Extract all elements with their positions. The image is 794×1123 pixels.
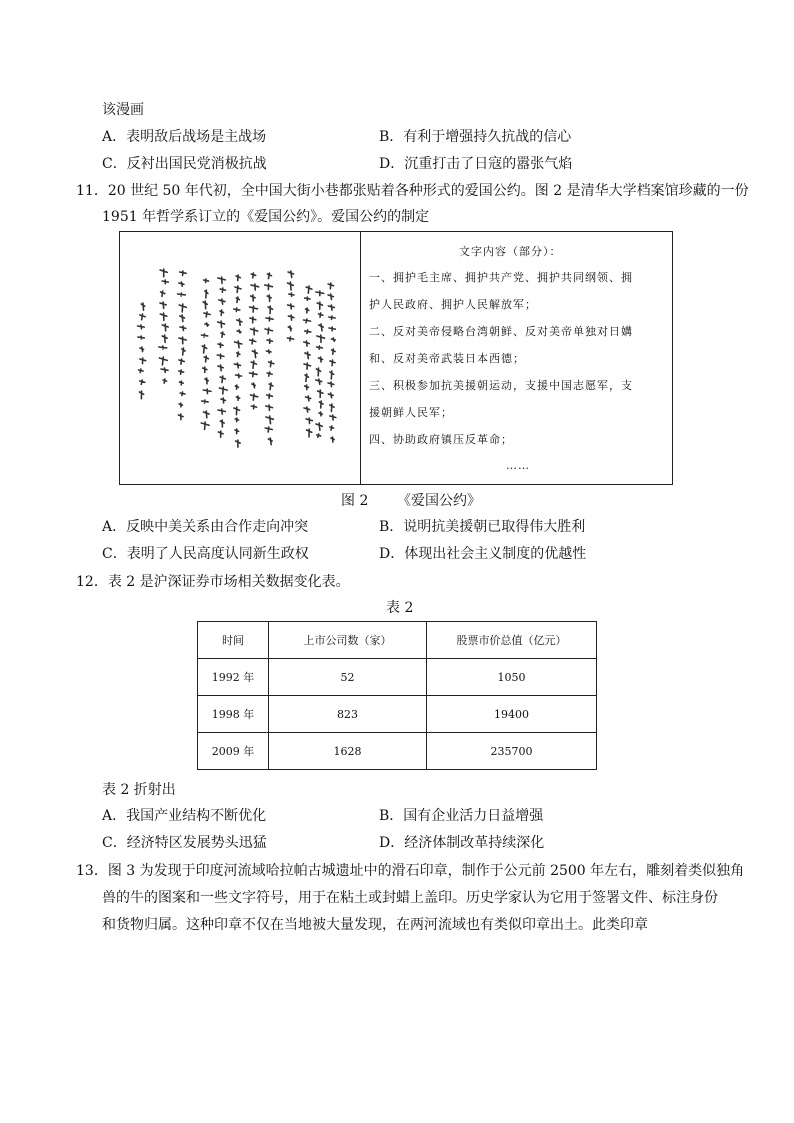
- handwriting-stroke: [265, 427, 272, 432]
- handwriting-stroke: [251, 394, 258, 400]
- handwriting-stroke: [235, 418, 238, 422]
- handwriting-stroke: [140, 347, 144, 352]
- q11-option-a: A．反映中美关系由合作走向冲突: [102, 519, 309, 535]
- transcript-line: 二、反对美帝侵略台湾朝鲜、反对美帝单独对日媾: [369, 325, 633, 338]
- document-transcript: [361, 232, 672, 484]
- handwriting-stroke: [319, 324, 323, 331]
- handwriting-stroke: [163, 379, 166, 383]
- handwriting-stroke: [266, 405, 273, 410]
- handwriting-stroke: [237, 319, 242, 325]
- handwriting-stroke: [140, 380, 145, 384]
- handwriting-stroke: [252, 350, 257, 358]
- q12-stem-end: 表 2 折射出: [102, 782, 176, 798]
- handwriting-stroke: [138, 336, 144, 339]
- handwriting-stroke: [141, 303, 145, 310]
- handwriting-stroke: [218, 409, 225, 414]
- handwriting-stroke: [179, 370, 184, 374]
- handwriting-stroke: [319, 313, 323, 317]
- handwriting-stroke: [235, 429, 239, 434]
- handwriting-stroke: [236, 374, 242, 378]
- handwriting-stroke: [218, 277, 225, 283]
- handwriting-stroke: [251, 295, 255, 301]
- handwriting-stroke: [220, 420, 224, 427]
- handwriting-stroke: [304, 341, 309, 346]
- handwriting-stroke: [162, 324, 168, 331]
- table-cell: 1992 年: [198, 659, 269, 696]
- handwriting-stroke: [251, 328, 258, 335]
- transcript-line: 四、协助政府镇压反革命；: [369, 433, 513, 446]
- handwriting-stroke: [304, 319, 311, 323]
- handwriting-stroke: [201, 422, 209, 429]
- handwriting-stroke: [202, 400, 209, 403]
- table-cell: 823: [269, 696, 427, 733]
- handwriting-stroke: [288, 304, 294, 309]
- handwriting-stroke: [288, 326, 291, 331]
- handwriting-stroke: [160, 302, 166, 308]
- table-row: [198, 733, 597, 770]
- handwriting-stroke: [250, 339, 256, 344]
- handwriting-stroke: [178, 293, 186, 296]
- handwriting-stroke: [330, 404, 334, 411]
- table-cell: 52: [269, 659, 427, 696]
- transcript-ellipsis: ……: [506, 459, 530, 472]
- handwriting-stroke: [203, 301, 207, 309]
- handwriting-stroke: [266, 416, 273, 424]
- handwriting-stroke: [317, 346, 323, 349]
- handwriting-stroke: [161, 291, 165, 296]
- handwriting-stroke: [305, 297, 310, 300]
- handwriting-stroke: [234, 363, 240, 368]
- handwriting-stroke: [304, 363, 311, 369]
- table-cell: 2009 年: [198, 733, 269, 770]
- table-cell: 1998 年: [198, 696, 269, 733]
- handwriting-stroke: [179, 337, 186, 344]
- handwriting-stroke: [328, 283, 333, 289]
- handwriting-stroke: [182, 348, 185, 355]
- table-header: 股票市价总值（亿元）: [427, 622, 597, 659]
- handwriting-stroke: [220, 376, 225, 383]
- handwriting-stroke: [179, 381, 183, 385]
- patriotic-pact-figure: [119, 231, 673, 485]
- handwriting-stroke: [317, 302, 322, 309]
- transcript-line: 和、反对美帝武装日本西德；: [369, 352, 525, 365]
- handwriting-stroke: [268, 306, 273, 314]
- handwriting-stroke: [204, 356, 208, 362]
- handwriting-stroke: [316, 379, 322, 384]
- handwriting-stroke: [332, 349, 336, 354]
- handwriting-stroke: [162, 280, 168, 284]
- handwriting-stroke: [221, 332, 225, 337]
- handwriting-stroke: [161, 368, 168, 372]
- handwriting-stroke: [203, 411, 209, 418]
- q10-option-b: B．有利于增强持久抗战的信心: [379, 129, 572, 145]
- table-cell: 235700: [427, 733, 597, 770]
- q13-stem-line3: 和货物归属。这种印章不仅在当地被大量发现，在两河流域也有类似印章出土。此类印章: [102, 917, 648, 933]
- handwriting-stroke: [250, 317, 256, 323]
- handwriting-stroke: [328, 294, 333, 300]
- handwriting-stroke: [220, 310, 224, 315]
- handwriting-stroke: [317, 434, 321, 437]
- handwriting-stroke: [316, 423, 322, 430]
- q13-stem-line1: 13．图 3 为发现于印度河流域哈拉帕古城遗址中的滑石印章，制作于公元前 2500 年左右，雕刻着类似独角: [76, 863, 745, 879]
- handwriting-stroke: [269, 383, 273, 390]
- transcript-title: 文字内容（部分）：: [459, 245, 562, 258]
- handwriting-stroke: [237, 352, 240, 357]
- q13-stem-line2: 兽的牛的图案和一些文字符号，用于在粘土或封蜡上盖印。历史学家认为它用于签署文件、标注身份: [102, 890, 718, 906]
- handwriting-stroke: [269, 361, 274, 367]
- handwriting-stroke: [265, 284, 273, 290]
- handwriting-stroke: [179, 403, 182, 407]
- table-row: [198, 659, 597, 696]
- handwriting-stroke: [267, 394, 273, 398]
- handwriting-stroke: [331, 437, 334, 442]
- transcript-line: 护人民政府、拥护人民解放军；: [369, 298, 537, 311]
- handwriting-stroke: [180, 392, 185, 396]
- handwriting-stroke: [305, 352, 310, 359]
- handwriting-stroke: [205, 323, 209, 326]
- handwriting-stroke: [330, 415, 336, 420]
- handwriting-stroke: [318, 390, 323, 397]
- handwriting-stroke: [140, 358, 146, 364]
- handwriting-stroke: [251, 361, 256, 368]
- handwriting-stroke: [267, 273, 271, 279]
- table-cell: 1628: [269, 733, 427, 770]
- handwriting-stroke: [316, 368, 320, 376]
- handwriting-stroke: [251, 273, 255, 278]
- handwriting-stroke: [160, 313, 167, 320]
- handwriting-stroke: [306, 308, 309, 313]
- handwriting-stroke: [159, 357, 167, 365]
- handwriting-stroke: [329, 316, 335, 319]
- handwriting-stroke: [251, 405, 256, 409]
- handwriting-stroke: [265, 328, 272, 334]
- handwriting-stroke: [180, 315, 185, 322]
- handwriting-stroke: [205, 378, 208, 384]
- handwriting-stroke: [138, 325, 145, 329]
- handwriting-stroke: [235, 286, 241, 292]
- handwriting-stroke: [234, 308, 240, 311]
- handwriting-stroke: [268, 438, 272, 445]
- handwriting-stroke: [235, 341, 242, 348]
- securities-data-table: [197, 621, 597, 770]
- q12-option-c: C．经济特区发展势头迅猛: [102, 835, 267, 851]
- handwriting-stroke: [235, 385, 238, 389]
- handwriting-stroke: [179, 282, 184, 286]
- handwriting-stroke: [251, 284, 259, 290]
- handwriting-stroke: [203, 389, 211, 394]
- handwriting-stroke: [160, 269, 167, 277]
- table-cell: 1050: [427, 659, 597, 696]
- q11-stem-line2: 1951 年哲学系订立的《爱国公约》。爱国公约的制定: [102, 209, 430, 225]
- handwriting-stroke: [220, 288, 225, 292]
- table-row: [198, 696, 597, 733]
- transcript-line: 三、积极参加抗美援朝运动，支援中国志愿军，支: [369, 379, 633, 392]
- handwriting-stroke: [306, 396, 311, 401]
- handwriting-stroke: [267, 295, 271, 301]
- q12-option-d: D．经济体制改革持续深化: [379, 835, 545, 851]
- handwriting-stroke: [237, 330, 241, 333]
- handwritten-document-image: [120, 232, 361, 484]
- handwriting-stroke: [234, 407, 240, 415]
- handwriting-stroke: [217, 354, 224, 359]
- handwriting-stroke: [288, 282, 294, 290]
- table-header: 时间: [198, 622, 269, 659]
- handwriting-stroke: [250, 372, 257, 377]
- handwriting-stroke: [236, 440, 241, 447]
- handwriting-stroke: [330, 426, 334, 430]
- table-title: 表 2: [386, 600, 414, 616]
- handwriting-stroke: [250, 306, 258, 312]
- handwriting-stroke: [139, 369, 143, 373]
- handwriting-stroke: [267, 339, 272, 343]
- handwriting-stroke: [201, 334, 207, 337]
- handwriting-stroke: [218, 365, 223, 371]
- handwriting-stroke: [305, 330, 311, 333]
- handwriting-stroke: [267, 372, 272, 376]
- table-header-row: [198, 622, 597, 659]
- handwriting-stroke: [330, 360, 335, 366]
- handwriting-stroke: [319, 412, 322, 416]
- handwriting-stroke: [178, 414, 183, 420]
- handwriting-stroke: [331, 338, 335, 341]
- handwriting-stroke: [306, 286, 312, 293]
- handwriting-stroke: [317, 335, 325, 342]
- handwriting-stroke: [205, 290, 208, 298]
- handwriting-illustration: [120, 232, 360, 484]
- q11-option-d: D．体现出社会主义制度的优越性: [379, 546, 587, 562]
- handwriting-stroke: [329, 327, 335, 331]
- transcript-line: 援朝鲜人民军；: [369, 406, 453, 419]
- handwriting-stroke: [287, 337, 293, 341]
- handwriting-stroke: [218, 343, 223, 347]
- handwriting-stroke: [328, 305, 334, 310]
- table-cell: 19400: [427, 696, 597, 733]
- handwriting-stroke: [159, 346, 167, 349]
- handwriting-stroke: [328, 393, 333, 398]
- figure-caption-title: 《爱国公约》: [397, 493, 481, 509]
- q12-option-b: B．国有企业活力日益增强: [379, 808, 544, 824]
- q11-option-c: C．表明了人民高度认同新生政权: [102, 546, 309, 562]
- handwriting-stroke: [306, 418, 312, 423]
- handwriting-stroke: [307, 429, 312, 437]
- handwriting-stroke: [266, 317, 273, 321]
- handwriting-stroke: [289, 293, 294, 296]
- handwriting-stroke: [266, 350, 271, 353]
- handwriting-stroke: [319, 401, 323, 408]
- figure-caption-number: 图 2: [341, 493, 369, 509]
- handwriting-stroke: [204, 279, 209, 282]
- handwriting-stroke: [218, 321, 225, 327]
- table-header: 上市公司数（家）: [269, 622, 427, 659]
- handwriting-stroke: [221, 398, 226, 403]
- handwriting-stroke: [288, 271, 293, 278]
- handwriting-stroke: [140, 314, 145, 320]
- handwriting-stroke: [319, 357, 323, 362]
- handwriting-stroke: [236, 297, 239, 302]
- handwriting-stroke: [305, 374, 308, 381]
- handwriting-stroke: [140, 391, 144, 399]
- handwriting-stroke: [252, 383, 255, 388]
- handwriting-stroke: [179, 359, 184, 364]
- handwriting-stroke: [204, 312, 210, 317]
- q10-option-a: A．表明敌后战场是主战场: [102, 129, 267, 145]
- q11-option-b: B．说明抗美援朝已取得伟大胜利: [379, 519, 586, 535]
- handwriting-stroke: [304, 407, 310, 412]
- transcript-line: 一、拥护毛主席、拥护共产党、拥护共同纲领、拥: [369, 271, 633, 284]
- q12-option-a: A．我国产业结构不断优化: [102, 808, 267, 824]
- handwriting-stroke: [316, 291, 324, 296]
- q10-stem-end: 该漫画: [102, 102, 144, 118]
- q12-stem-line1: 12．表 2 是沪深证券市场相关数据变化表。: [76, 574, 350, 590]
- handwriting-stroke: [203, 367, 207, 372]
- handwriting-stroke: [328, 382, 334, 387]
- handwriting-stroke: [236, 396, 239, 400]
- handwriting-stroke: [236, 275, 240, 281]
- handwriting-stroke: [180, 271, 186, 275]
- handwriting-stroke: [330, 371, 334, 379]
- handwriting-stroke: [218, 431, 223, 437]
- handwriting-stroke: [179, 304, 186, 312]
- q10-option-c: C．反衬出国民党消极抗战: [102, 156, 267, 172]
- handwriting-stroke: [180, 326, 186, 330]
- handwriting-stroke: [202, 345, 206, 353]
- q11-stem-line1: 11．20 世纪 50 年代初，全中国大街小巷都张贴着各种形式的爱国公约。图 2 是清华大学档案馆珍藏的一份: [76, 183, 749, 199]
- handwriting-stroke: [162, 335, 167, 342]
- handwriting-stroke: [305, 385, 309, 390]
- handwriting-stroke: [219, 299, 225, 304]
- q10-option-d: D．沉重打击了日寇的嚣张气焰: [379, 156, 573, 172]
- handwriting-stroke: [219, 387, 227, 394]
- handwriting-stroke: [288, 315, 294, 320]
